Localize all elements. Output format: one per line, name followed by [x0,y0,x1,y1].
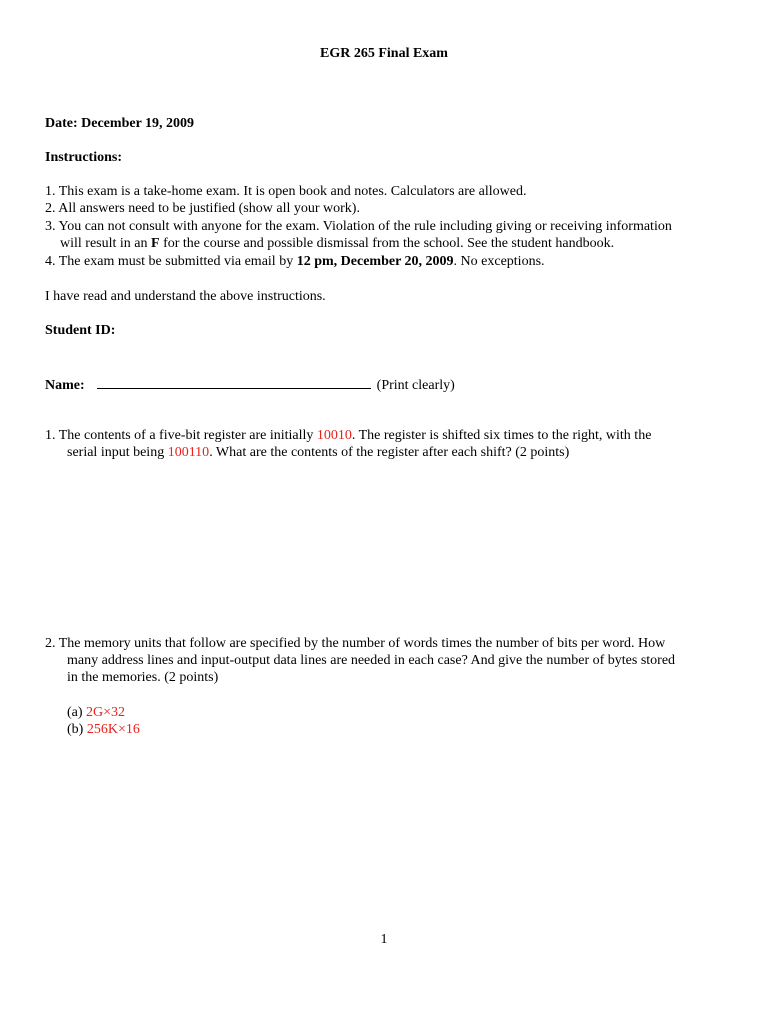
question-1-text-a: 1. The contents of a five-bit register are initially [45,428,317,443]
question-2-part-b [67,721,140,738]
question-2-line-2: many address lines and input-output data lines are needed in each case? And give the number of bytes stored [67,653,676,668]
exam-date: Date: December 19, 2009 [45,116,195,131]
question-2-line-1: 2. The memory units that follow are specified by the number of words times the number of bits per word. How [45,636,666,651]
acknowledgement-text: I have read and understand the above instructions. [45,289,326,304]
instruction-item-1: 1. This exam is a take-home exam. It is open book and notes. Calculators are allowed. [45,184,527,199]
student-id-label: Student ID: [45,323,116,338]
part-a-value: 2G×32 [86,705,126,720]
question-1-initial-value: 10010 [316,428,352,443]
part-b-label: (b) [67,722,87,737]
name-label: Name: [45,378,85,393]
exam-title: EGR 265 Final Exam [320,46,448,61]
instruction-item-3-grade: F [151,236,160,251]
part-a-label: (a) [67,705,87,720]
name-note: (Print clearly) [376,378,455,393]
question-1-text-d: . What are the contents of the register after each shift? (2 points) [209,445,570,460]
part-b-value: 256K×16 [86,722,140,737]
question-2-part-a [67,704,125,721]
name-line[interactable] [97,374,371,389]
question-1-serial-input: 100110 [167,445,210,460]
page-number: 1 [380,932,388,947]
name-row [45,374,455,394]
question-1-text-b: . The register is shifted six times to the right, with the [351,428,652,443]
instruction-item-3-text-b: for the course and possible dismissal from the school. See the student handbook. [159,236,615,251]
instruction-item-3-line-2 [60,235,614,252]
instruction-item-3-line-1: 3. You can not consult with anyone for the exam. Violation of the rule including giving or receiving information [45,219,672,234]
question-1-line-2 [67,444,569,461]
question-1-line-1 [45,427,651,444]
question-1-text-c: serial input being [67,445,168,460]
instructions-heading: Instructions: [45,150,123,165]
instruction-item-4-deadline: 12 pm, December 20, 2009 [296,254,454,269]
instruction-item-4-text-b: . No exceptions. [453,254,545,269]
instruction-item-4-text-a: 4. The exam must be submitted via email by [45,254,297,269]
question-2-line-3: in the memories. (2 points) [67,670,219,685]
instruction-item-2: 2. All answers need to be justified (show all your work). [45,201,360,216]
instruction-item-4 [45,253,545,270]
instruction-item-3-text-a: will result in an [60,236,151,251]
